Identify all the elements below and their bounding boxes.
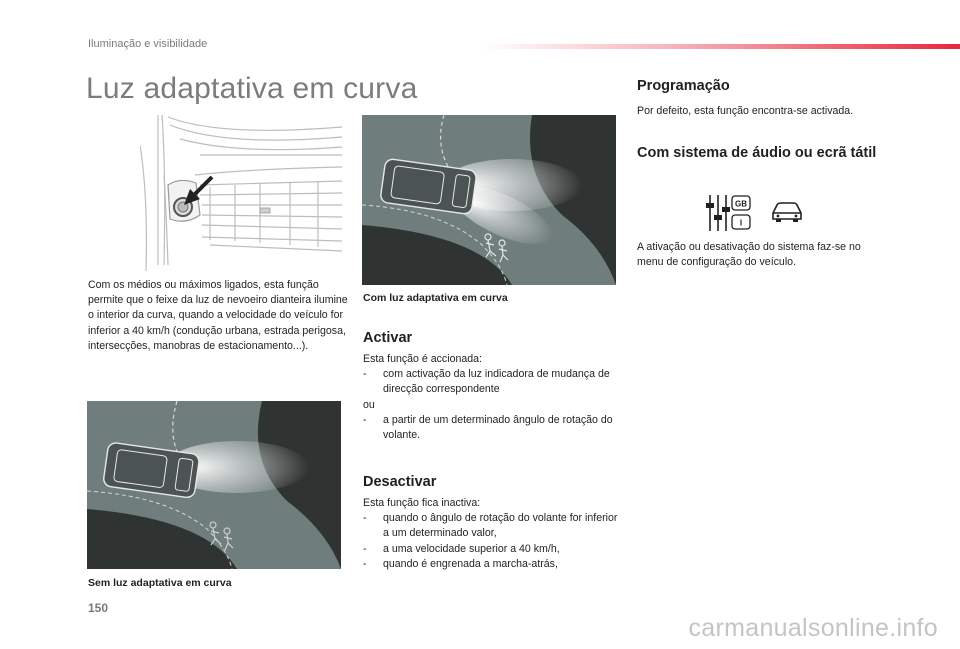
activar-intro: Esta função é accionada:: [363, 353, 482, 365]
desactivar-section: [363, 496, 623, 572]
page-number: 150: [88, 601, 109, 615]
car-icon: [770, 199, 804, 223]
activar-list-2: [363, 413, 623, 443]
header-accent-bar: [480, 44, 960, 49]
i-label: I: [739, 218, 743, 228]
audio-settings-icon: [704, 193, 752, 233]
figure-without-adaptive-light: [87, 401, 341, 569]
bumper-fog-light-illustration: [140, 115, 342, 271]
section-header: Iluminação e visibilidade: [88, 38, 208, 50]
watermark: carmanualsonline.info: [688, 614, 938, 642]
figure-with-adaptive-light: [362, 115, 616, 285]
intro-text: Com os médios ou máximos ligados, esta função permite que o feixe da luz de nevoeiro dianteira ilumine o interior da curva, quando a velocidade do veículo for inferior a 40 km/h (condução urbana, estrada perigosa, intersecções, manobras de estacionamento...).: [88, 279, 348, 352]
desactivar-list: [363, 511, 623, 572]
list-item: - quando é engrenada a marcha-atrás,: [363, 557, 558, 570]
activar-separator: ou: [363, 398, 375, 411]
programacao-heading: Programação: [637, 78, 730, 94]
touchscreen-text: A ativação ou desativação do sistema faz-se no menu de configuração do veículo.: [637, 241, 861, 269]
list-item: - a partir de um determinado ângulo de rotação do volante.: [363, 413, 613, 442]
activar-section: [363, 352, 623, 443]
figure-with-caption: Com luz adaptativa em curva: [363, 292, 508, 304]
activar-heading: Activar: [363, 330, 413, 346]
list-item: - com activação da luz indicadora de mudança de direcção correspondente: [363, 368, 610, 396]
figure-without-caption: Sem luz adaptativa em curva: [88, 577, 232, 589]
desactivar-intro: Esta função fica inactiva:: [363, 497, 481, 509]
activar-list: [363, 367, 623, 397]
list-item: - a uma velocidade superior a 40 km/h,: [363, 542, 560, 555]
intro-paragraph: [88, 278, 350, 354]
page-title: Luz adaptativa em curva: [86, 72, 418, 105]
list-item: - quando o ângulo de rotação do volante for inferior a um determinado valor,: [363, 512, 618, 540]
gb-label: GB: [735, 199, 747, 209]
desactivar-heading: Desactivar: [363, 474, 437, 490]
touchscreen-heading: Com sistema de áudio ou ecrã tátil: [637, 145, 877, 161]
programacao-text: Por defeito, esta função encontra-se activada.: [637, 105, 854, 117]
